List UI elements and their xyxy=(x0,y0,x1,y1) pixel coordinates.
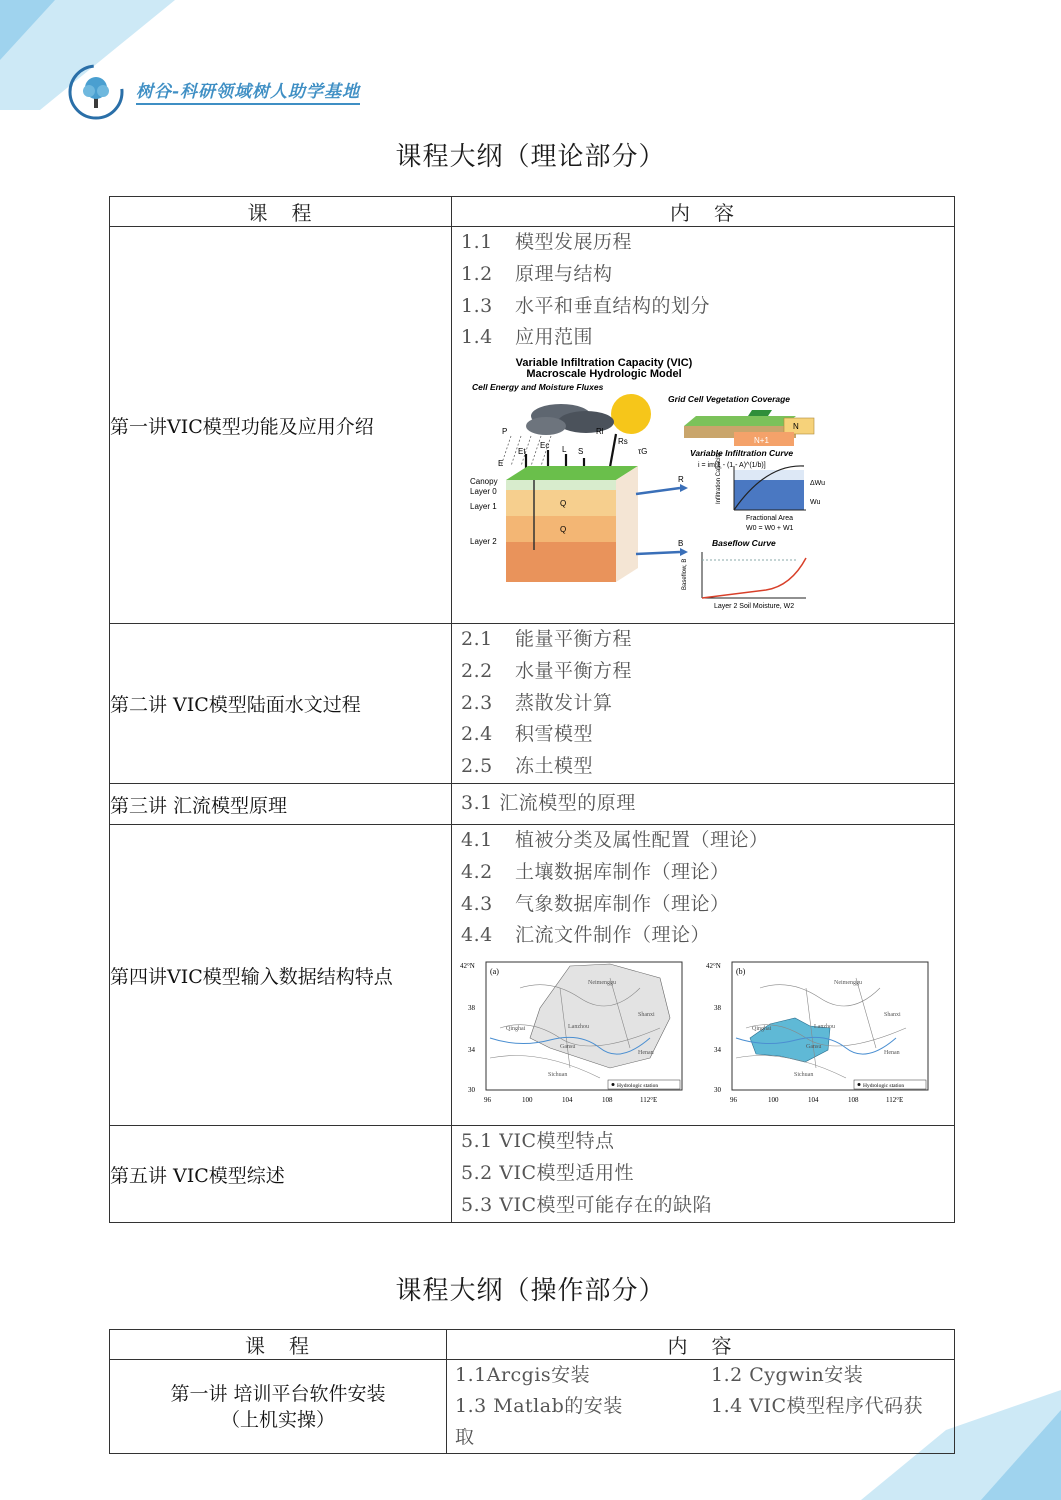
svg-text:100: 100 xyxy=(522,1096,533,1105)
svg-text:Layer 2: Layer 2 xyxy=(470,537,497,547)
theory-outline-table xyxy=(109,196,955,1223)
svg-text:104: 104 xyxy=(808,1096,819,1105)
svg-text:Canopy: Canopy xyxy=(470,477,498,487)
svg-text:Grid Cell Vegetation Coverage: Grid Cell Vegetation Coverage xyxy=(668,394,791,405)
lecture-2-title: 第二讲 VIC模型陆面水文过程 xyxy=(110,624,452,784)
lecture-5-title: 第五讲 VIC模型综述 xyxy=(110,1126,452,1223)
svg-text:Qinghai: Qinghai xyxy=(752,1026,772,1033)
svg-text:Cell Energy and Moisture Fluxe: Cell Energy and Moisture Fluxes xyxy=(472,382,604,393)
practice-lecture-1-title: 第一讲 培训平台软件安装 （上机实操） xyxy=(110,1360,447,1454)
svg-text:Hydrologic station: Hydrologic station xyxy=(863,1083,905,1090)
vic-model-diagram xyxy=(466,354,846,616)
svg-text:P: P xyxy=(502,427,508,437)
list-item: 1.1 模型发展历程 xyxy=(461,231,633,253)
list-item: 2.1 能量平衡方程 xyxy=(461,628,633,650)
list-item: 4.1 植被分类及属性配置（理论） xyxy=(461,829,769,851)
svg-text:Ec: Ec xyxy=(540,441,550,451)
svg-text:112°E: 112°E xyxy=(886,1096,904,1105)
svg-text:Shanxi: Shanxi xyxy=(884,1012,901,1019)
lecture-4-content xyxy=(452,825,955,1126)
lecture-4-title: 第四讲VIC模型输入数据结构特点 xyxy=(110,825,452,1126)
practice-outline-table xyxy=(109,1329,955,1454)
svg-text:Henan: Henan xyxy=(638,1050,654,1057)
table-row xyxy=(110,624,955,784)
svg-text:38: 38 xyxy=(468,1004,475,1013)
svg-text:N+1: N+1 xyxy=(754,436,769,446)
svg-text:Sichuan: Sichuan xyxy=(548,1072,568,1079)
svg-text:34: 34 xyxy=(468,1046,475,1055)
svg-text:Q: Q xyxy=(560,525,567,535)
theory-title: 课程大纲（理论部分） xyxy=(395,142,666,172)
table-row xyxy=(110,784,955,825)
column-header-content: 内 容 xyxy=(452,197,955,227)
svg-text:Fractional Area: Fractional Area xyxy=(746,515,794,523)
svg-text:30: 30 xyxy=(468,1086,475,1095)
list-item: 1.4 VIC模型程序代码获 xyxy=(711,1395,924,1417)
svg-text:i = im[1 - (1 - A)^(1/b)]: i = im[1 - (1 - A)^(1/b)] xyxy=(698,462,766,470)
list-item: 2.2 水量平衡方程 xyxy=(461,659,633,682)
column-header-course: 课 程 xyxy=(110,197,452,227)
svg-text:Layer 2 Soil Moisture, W2: Layer 2 Soil Moisture, W2 xyxy=(714,603,795,611)
practice-title: 课程大纲（操作部分） xyxy=(395,1276,666,1306)
list-item: 3.1 汇流模型的原理 xyxy=(461,792,636,815)
list-item: 5.3 VIC模型可能存在的缺陷 xyxy=(461,1193,713,1216)
table-row xyxy=(110,1126,955,1223)
svg-text:Neimenggu: Neimenggu xyxy=(834,980,862,987)
svg-text:R: R xyxy=(678,475,684,485)
list-item: 2.4 积雪模型 xyxy=(461,723,594,746)
lecture-2-content xyxy=(452,624,955,784)
svg-text:30: 30 xyxy=(714,1086,721,1095)
list-item: 1.4 应用范围 xyxy=(461,326,594,349)
svg-text:Qinghai: Qinghai xyxy=(506,1026,526,1033)
svg-text:38: 38 xyxy=(714,1004,721,1013)
svg-text:Rs: Rs xyxy=(618,437,628,447)
lecture-1-content xyxy=(452,227,955,624)
list-item: 5.1 VIC模型特点 xyxy=(461,1130,615,1153)
svg-text:108: 108 xyxy=(602,1096,613,1105)
svg-text:Et: Et xyxy=(518,447,526,457)
svg-text:B: B xyxy=(678,539,684,549)
brand-logo-icon xyxy=(68,64,124,120)
list-item: 2.5 冻土模型 xyxy=(461,755,594,778)
svg-text:Q: Q xyxy=(560,499,567,509)
list-item: 5.2 VIC模型适用性 xyxy=(461,1162,635,1185)
svg-text:Sichuan: Sichuan xyxy=(794,1072,814,1079)
lecture-1-title: 第一讲VIC模型功能及应用介绍 xyxy=(110,227,452,624)
svg-text:104: 104 xyxy=(562,1096,573,1105)
svg-text:108: 108 xyxy=(848,1096,859,1105)
svg-text:Variable Infiltration Capacity: Variable Infiltration Capacity (VIC) xyxy=(515,357,693,370)
svg-text:L: L xyxy=(562,445,567,455)
map-panel-b xyxy=(706,962,928,1104)
svg-text:ΔWu: ΔWu xyxy=(810,480,826,488)
table-row xyxy=(110,227,955,624)
table-header-row xyxy=(110,1330,955,1360)
practice-lecture-1-content xyxy=(447,1360,955,1454)
svg-text:S: S xyxy=(578,447,584,457)
table-header-row xyxy=(110,197,955,227)
list-item: 4.4 汇流文件制作（理论） xyxy=(461,924,711,947)
lecture-3-content xyxy=(452,784,955,825)
svg-text:(b): (b) xyxy=(736,967,746,977)
svg-text:W0 = W0 + W1: W0 = W0 + W1 xyxy=(746,525,794,533)
brand-slogan: 树谷-科研领域树人助学基地 xyxy=(136,82,360,105)
study-area-maps xyxy=(460,958,940,1108)
svg-text:96: 96 xyxy=(730,1096,737,1105)
svg-text:Gansu: Gansu xyxy=(806,1044,822,1051)
svg-text:τG: τG xyxy=(638,447,648,457)
lecture-3-title: 第三讲 汇流模型原理 xyxy=(110,784,452,825)
svg-text:Shanxi: Shanxi xyxy=(638,1012,655,1019)
list-item: 2.3 蒸散发计算 xyxy=(461,691,613,714)
svg-text:34: 34 xyxy=(714,1046,721,1055)
svg-text:Lanzhou: Lanzhou xyxy=(568,1024,589,1031)
svg-text:Rl: Rl xyxy=(596,427,604,437)
svg-text:Layer 1: Layer 1 xyxy=(470,502,497,512)
svg-text:Macroscale Hydrologic Model: Macroscale Hydrologic Model xyxy=(526,368,682,381)
svg-text:Layer 0: Layer 0 xyxy=(470,487,497,497)
svg-text:96: 96 xyxy=(484,1096,491,1105)
svg-text:112°E: 112°E xyxy=(640,1096,658,1105)
svg-text:100: 100 xyxy=(768,1096,779,1105)
svg-text:42°N: 42°N xyxy=(706,962,721,971)
column-header-course: 课 程 xyxy=(110,1330,447,1360)
list-item: 1.3 Matlab的安装 xyxy=(455,1395,623,1417)
list-item: 1.2 原理与结构 xyxy=(461,262,613,285)
svg-text:Gansu: Gansu xyxy=(560,1044,576,1051)
svg-text:Neimenggu: Neimenggu xyxy=(588,980,616,987)
list-item: 4.3 气象数据库制作（理论） xyxy=(461,892,730,915)
svg-text:Lanzhou: Lanzhou xyxy=(814,1024,835,1031)
svg-text:Henan: Henan xyxy=(884,1050,900,1057)
svg-text:Baseflow, B: Baseflow, B xyxy=(682,558,688,591)
lecture-5-content xyxy=(452,1126,955,1223)
svg-text:E: E xyxy=(498,459,504,469)
list-item: 1.1Arcgis安装 xyxy=(455,1364,591,1386)
svg-text:Baseflow Curve: Baseflow Curve xyxy=(712,538,776,549)
table-row xyxy=(110,1360,955,1454)
svg-text:42°N: 42°N xyxy=(460,962,475,971)
column-header-content: 内 容 xyxy=(447,1330,955,1360)
svg-text:Infiltration Capacity: Infiltration Capacity xyxy=(716,453,722,505)
svg-text:Wu: Wu xyxy=(810,499,821,507)
list-item: 4.2 土壤数据库制作（理论） xyxy=(461,860,730,883)
list-item: 1.2 Cygwin安装 xyxy=(711,1364,864,1386)
table-row xyxy=(110,825,955,1126)
svg-text:N: N xyxy=(793,422,799,432)
svg-text:Hydrologic station: Hydrologic station xyxy=(617,1083,659,1090)
map-panel-a xyxy=(460,962,682,1104)
svg-text:Variable Infiltration Curve: Variable Infiltration Curve xyxy=(690,448,794,459)
svg-text:(a): (a) xyxy=(490,967,499,977)
list-item: 1.3 水平和垂直结构的划分 xyxy=(461,294,711,317)
list-item: 取 xyxy=(455,1426,475,1448)
